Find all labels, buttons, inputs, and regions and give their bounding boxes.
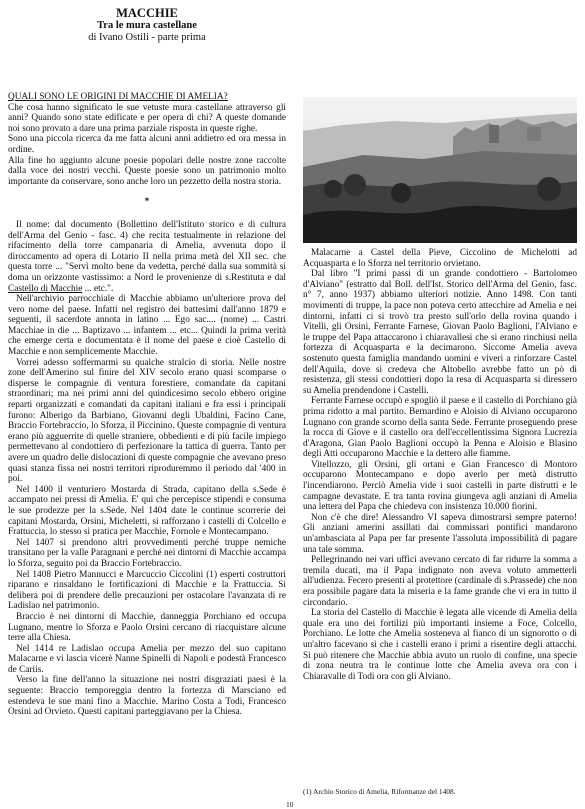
question-heading: QUALI SONO LE ORIGINI DI MACCHIE DI AMELIA? <box>8 92 228 102</box>
body-paragraph: Vitellozzo, gli Orsini, gli ortani e Gian Francesco di Montoro occuparono Montecampano e dopo averlo per metà distrutto l'incendiarono. Perciò Amelia vide i suoi castelli in parte distrutti e le campagne devastate. E tra tanta rovina giungeva agli anziani di Amelia una lettera del Papa che chiedeva con insistenza 10.000 fiorini. <box>303 459 577 513</box>
left-column <box>8 4 286 718</box>
body-paragraph: Nel 1400 il venturiero Mostarda di Strada, capitano della s.Sede è accampato nei pressi di Amelia. E' qui che percepisce stipendi e consuma le sue prodezze per la s.Sede. Nel 1404 date le continue scorrerie dei capitani Mostarda, Orsini, Micheletti, si rafforzano i castelli di Colcello e Frattuccia, lo stesso si pratica per Macchie, Fornole e Montecampano. <box>8 484 286 538</box>
article-title: Tra le mura castellane <box>97 20 197 31</box>
intro-paragraph: Alla fine ho aggiunto alcune poesie popolari delle nostre zone raccolte dalla voce dei nostri vecchi. Queste poesie sono un patrimonio molto importante da conservare, sono anche loro un pezzetto della nostra storia. <box>8 155 286 187</box>
section-title: MACCHIE <box>116 6 178 20</box>
castle-photo-image <box>303 97 577 243</box>
castle-photo <box>303 97 577 243</box>
body-paragraph: Nell'archivio parrocchiale di Macchie abbiamo un'ulteriore prova del vero nome del paese. Infatti nel registro dei battesimi dall'anno 1879 e seguenti, il sacerdote annota in latino ... Ego sac.... (nome) ... Castri Macchiae in die ... Baptizavo ... infantem ... etc... Quindi la prima verità che emerge certa e documentata è il nome del paese e cioè Castello di Macchie e non semplicemente Macchie. <box>8 294 286 358</box>
nome-text: Il nome: dal documento (Bollettino dell'Istituto storico e di cultura dell'Arma del Genio - fasc. 4) che recita testualmente in relazione del rifacimento della torre campanaria di Amelia, avvenuta dopo il diroccamento ad opera di Lotario II nella prima metà del XII sec. che questa torre ... "Servì molto bene da vedetta, perché dalla sua sommità si doma un orizzonte vastissimo: a Nord le provenienze di s.Restituta e dal <box>8 219 286 283</box>
body-paragraph: Braccio è nei dintorni di Macchie, danneggia Porchiano ed occupa Lugnano, mentre lo Sforza e Paolo Orsini cercano di riacquistare alcune terre alla Chiesa. <box>8 611 286 644</box>
body-paragraph: Nel 1414 re Ladislao occupa Amelia per mezzo del suo capitano Malacarne e vi lascia vicerè Nanne Spinelli di Napoli e podestà Francesco de Cariis. <box>8 643 286 675</box>
body-paragraph <box>8 220 286 294</box>
body-paragraph: Verso la fine dell'anno la situazione nei nostri disgraziati paesi è la seguente: Braccio temporeggia dentro la fortezza di Marsciano ed estendeva le sue mani fino a Macchie. Marino Costa a Todi, Francesco Orsini ad Orvieto. Questi capitani parteggiavano per la Chiesa. <box>8 675 286 718</box>
body-paragraph: Dal libro "I primi passi di un grande condottiero - Bartolomeo d'Alviano" (estratto dal Boll. dell'Ist. Storico dell'Arma del Genio, fasc. n° 7, anno 1937) abbiamo ulteriori notizie. Anno 1498. Con tanti movimenti di truppe, la pace non poteva certo attecchire ad Amelia e nei dintorni, infatti ci si trovò tra presto sull'orlo della rovina quando i Vitelli, gli Orsini, Ferrante Farnese, Giovan Paolo Baglioni, l'Alviano e le truppe del Papa attaccarono i chiaravallesi che si erano rinchiusi nella fortezza di Acquasparta e la decimarono. Siccome Amelia aveva sostenuto questa famiglia mandando uomini e viveri a rinforzare Castel dell'Aquila, dove si credeva che Altobello avrebbe fatto un pò di resistenza, gli stessi condottieri dopo la resa di Acquasparta si diressero su Amelia prendendone i Castelli. <box>303 269 577 396</box>
intro-paragraph: Che cosa hanno significato le sue vetuste mura castellane attraverso gli anni? Quando sono state edificate e per opera di chi? A queste domande noi sono provato a dare una prima parziale risposta in queste righe. <box>8 102 286 134</box>
section-divider: * <box>144 197 150 208</box>
right-column <box>303 248 577 682</box>
body-paragraph: Ferrante Farnese occupò e spogliò il paese e il castello di Porchiano già prima ridotto a mal partito. Bernardino e Aloisio di Alviano occuparono Lugnano con grande scorno della santa Sede. Ferrante proseguendo prese la rocca di Giove e il castello ora dell'eccellentissima Signora Lucrezia d'Aragona, Gian Paolo Baglioni occupò la Penna e Aloisio e Blasino degli Atti occuparono Macchie e la dettero alle fiamme. <box>303 396 577 460</box>
body-paragraph: Malacarne a Castel della Pieve, Ciccolino de Michelotti ad Acquasparta e lo Sforza nel territorio orvietano. <box>303 248 577 269</box>
body-paragraph: Pellegrinando nei vari uffici avevano cercato di far ridurre la somma a tremila ducati, ma il Papa indignato non aveva voluto ammetterli all'udienza. Fecero presenti al protettore (cardinale di s.Prassede) che non era possibile pagare data la miseria e la fame grande che vi era in tutto il circondario. <box>303 555 577 608</box>
body-paragraph: La storia del Castello di Macchie è legata alle vicende di Amelia della quale era uno dei fortilizi più importanti insieme a Foce, Colcello, Porchiano. Le lotte che Amelia sosteneva al fianco di un signorotto o di un'altro facevano sì che i castelli erano i primi a risentire degli attacchi. Si può ritenere che Macchie abbia avuto un ruolo di confine, una specie di zona neutra tra le continue lotte che Amelia aveva ora con i Chiaravalle di Todi ora con gli Alviano. <box>303 608 577 682</box>
body-paragraph: Nel 1407 si prendono altri provvedimenti perché truppe nemiche transitano per la valle Paragnani e perché nei dintorni di Macchie accampa lo Sforza, seguito poi da Braccio Fortebraccio. <box>8 537 286 569</box>
body-paragraph: Vorrei adesso soffermarmi su qualche stralcio di storia. Nelle nostre zone dell'Amerino sul finire del XIV secolo erano quasi scomparse o disperse le compagnie di ventura forestiere, comandate da capitani straordinari; ma nei primi anni del quindicesimo secolo ebbero origine reparti organizzati e comandati da capitani italiani e fra essi i principali furono: Alberigo da Barbiano, Giovanni degli Ubaldini, Facino Cane, Braccio Fortebraccio, lo Sforza, il Piccinino. Queste compagnie di ventura erano più agguerrite di quelle straniere, obbedienti e di più facile impiego permettevano al condottiero di perfezionare la tattica di guerra. Tanto per avere un quadro delle dislocazioni di queste compagnie che avevano preso quasi stanza fissa nei nostri territori riproduremmo il periodo dal '400 in poi. <box>8 357 286 485</box>
article-header <box>8 6 286 44</box>
castello-underline: Castello di Macchie <box>8 283 83 294</box>
footnote: (1) Archio Storico di Amelia, Riformanze del 1408. <box>303 787 456 796</box>
intro-paragraph: Sono una piccola ricerca da me fatta alcuni anni addietro ed ora messa in ordine. <box>8 134 286 155</box>
page-number: 10 <box>286 800 294 809</box>
nome-text-end: ... etc.". <box>84 283 114 294</box>
body-paragraph: Nel 1408 Pietro Mannucci e Marcuccio Ciccolini (1) esperti costruttori riparano e rinsaldano le fortificazioni di Macchie e la Frattuccia. Si delibera poi di prendere delle precauzioni per ostacolare l'avanzata di re Ladislao nel patrimonio. <box>8 569 286 612</box>
body-paragraph: Non c'è che dire! Alessandro VI sapeva dimostrarsi sempre paterno! Gli anziani amerini assillati dai commissari pontifici mandarono un'ambasciata al Papa per far presente l'assoluta impossibilità di pagare una tale somma. <box>303 512 577 555</box>
byline: di Ivano Ostili - parte prima <box>88 32 206 43</box>
